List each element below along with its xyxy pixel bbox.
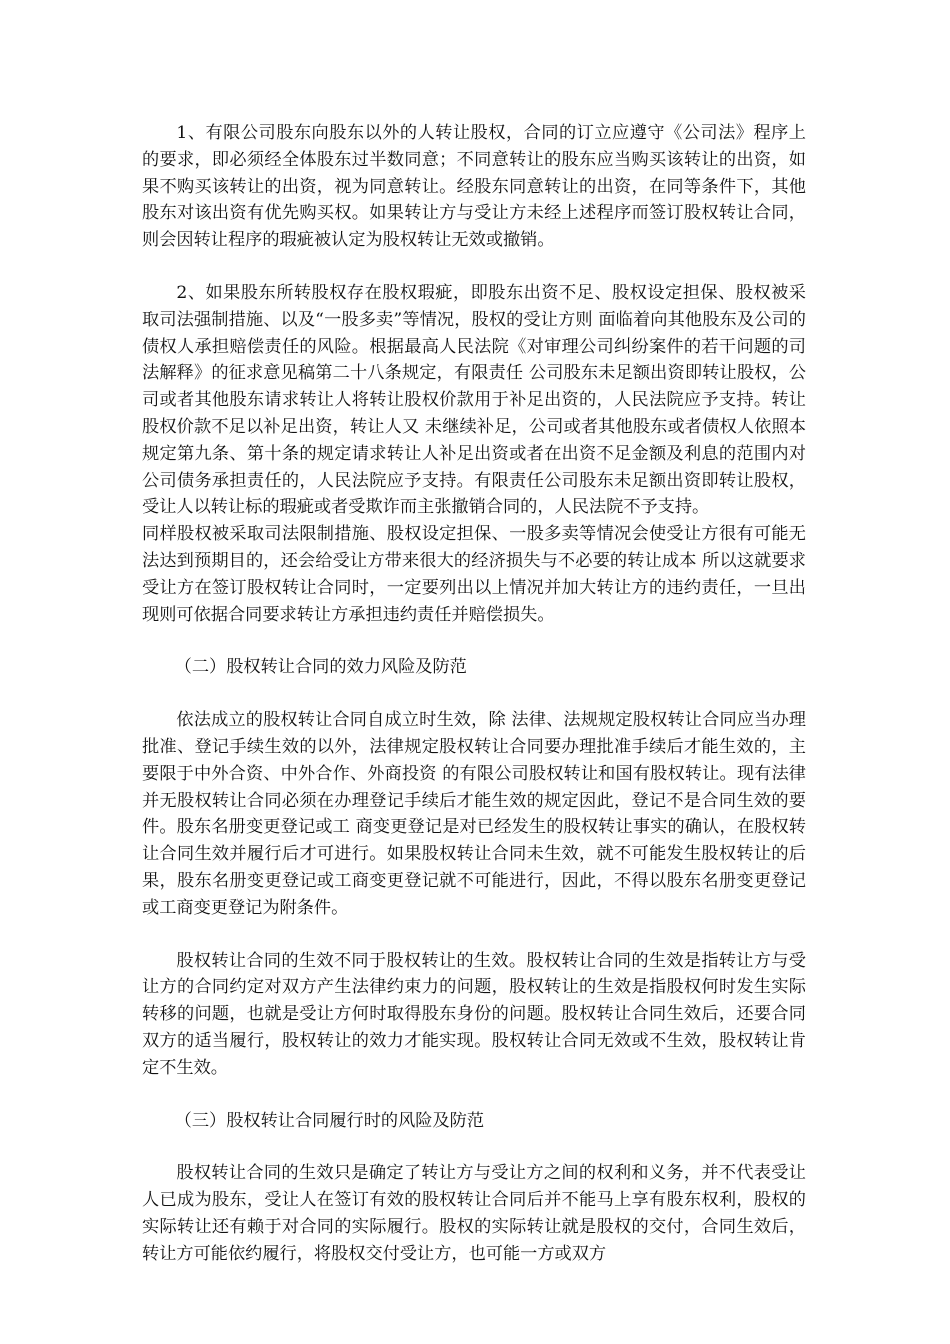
paragraph-6: 股权转让合同的生效只是确定了转让方与受让方之间的权利和义务，并不代表受让人已成为股东，受让人在签订有效的股权转让合同后并不能马上享有股东权利，股权的实际转让还有赖于对合同的实际履行。股权的实际转让就是股权的交付，合同生效后，转让方可能依约履行，将股权交付受让方，也可能一方或双方 xyxy=(142,1163,806,1264)
paragraph-gap xyxy=(142,1134,806,1160)
document-body xyxy=(142,120,806,1267)
paragraph-3: 同样股权被采取司法限制措施、股权设定担保、一股多卖等情况会使受让方很有可能无法达到预期目的，还会给受让方带来很大的经济损失与不必要的转让成本 所以这就要求受让方在签订股权转让合同时，一定要列出以上情况并加大转让方的违约责任，一旦出现则可依据合同要求转让方承担违约责任并赔偿损失。 xyxy=(142,524,806,625)
paragraph-gap xyxy=(142,628,806,654)
paragraph-1: 1、有限公司股东向股东以外的人转让股权，合同的订立应遵守《公司法》程序上的要求，即必须经全体股东过半数同意；不同意转让的股东应当购买该转让的出资，如果不购买该转让的出资，视为同意转让。经股东同意转让的出资，在同等条件下，其他股东对该出资有优先购买权。如果转让方与受让方未经上述程序而签订股权转让合同，则会因转让程序的瑕疵被认定为股权转让无效或撤销。 xyxy=(142,123,806,251)
section-heading-2: （二）股权转让合同的效力风险及防范 xyxy=(174,657,467,678)
section-heading-3: （三）股权转让合同履行时的风险及防范 xyxy=(174,1110,485,1131)
paragraph-gap xyxy=(142,922,806,948)
paragraph-5: 股权转让合同的生效不同于股权转让的生效。股权转让合同的生效是指转让方与受让方的合同约定对双方产生法律约束力的问题，股权转让的生效是指股权何时发生实际转移的问题，也就是受让方何时取得股东身份的问题。股权转让合同生效后，还要合同双方的适当履行，股权转让的效力才能实现。股权转让合同无效或不生效，股权转让肯定不生效。 xyxy=(142,950,806,1078)
paragraph-gap xyxy=(142,681,806,707)
paragraph-4: 依法成立的股权转让合同自成立时生效，除 法律、法规规定股权转让合同应当办理批准、登记手续生效的以外，法律规定股权转让合同要办理批准手续后才能生效的，主要限于中外合资、中外合作、外商投资 的有限公司股权转让和国有股权转让。现有法律并无股权转让合同必须在办理登记手续后才能生效的规定因此，登记不是合同生效的要件。股东名册变更登记或工 商变更登记是对已经发生的股权转让事实的确认，在股权转让合同生效并履行后才可进行。如果股权转让合同未生效，就不可能发生股权转让的后果，股东名册变更登记或工商变更登记就不可能进行，因此，不得以股东名册变更登记或工商变更登记为附条件。 xyxy=(142,710,806,918)
paragraph-2: 2、如果股东所转股权存在股权瑕疵，即股东出资不足、股权设定担保、股权被采取司法强制措施、以及“一股多卖”等情况，股权的受让方则 面临着向其他股东及公司的债权人承担赔偿责任的风险。根据最高人民法院《对审理公司纠纷案件的若干问题的司法解释》的征求意见稿第二十八条规定，有限责任 公司股东未足额出资即转让股权，公司或者其他股东请求转让人将转让股权价款用于补足出资的，人民法院应予支持。转让股权价款不足以补足出资，转让人又 未继续补足，公司或者其他股东或者债权人依照本规定第九条、第十条的规定请求转让人补足出资或者在出资不足金额及利息的范围内对公司债务承担责任的，人民法院应予支持。有限责任公司股东未足额出资即转让股权，受让人以转让标的瑕疵或者受欺诈而主张撤销合同的，人民法院不予支持。 xyxy=(142,282,806,518)
paragraph-gap xyxy=(142,254,806,280)
paragraph-gap xyxy=(142,1082,806,1108)
